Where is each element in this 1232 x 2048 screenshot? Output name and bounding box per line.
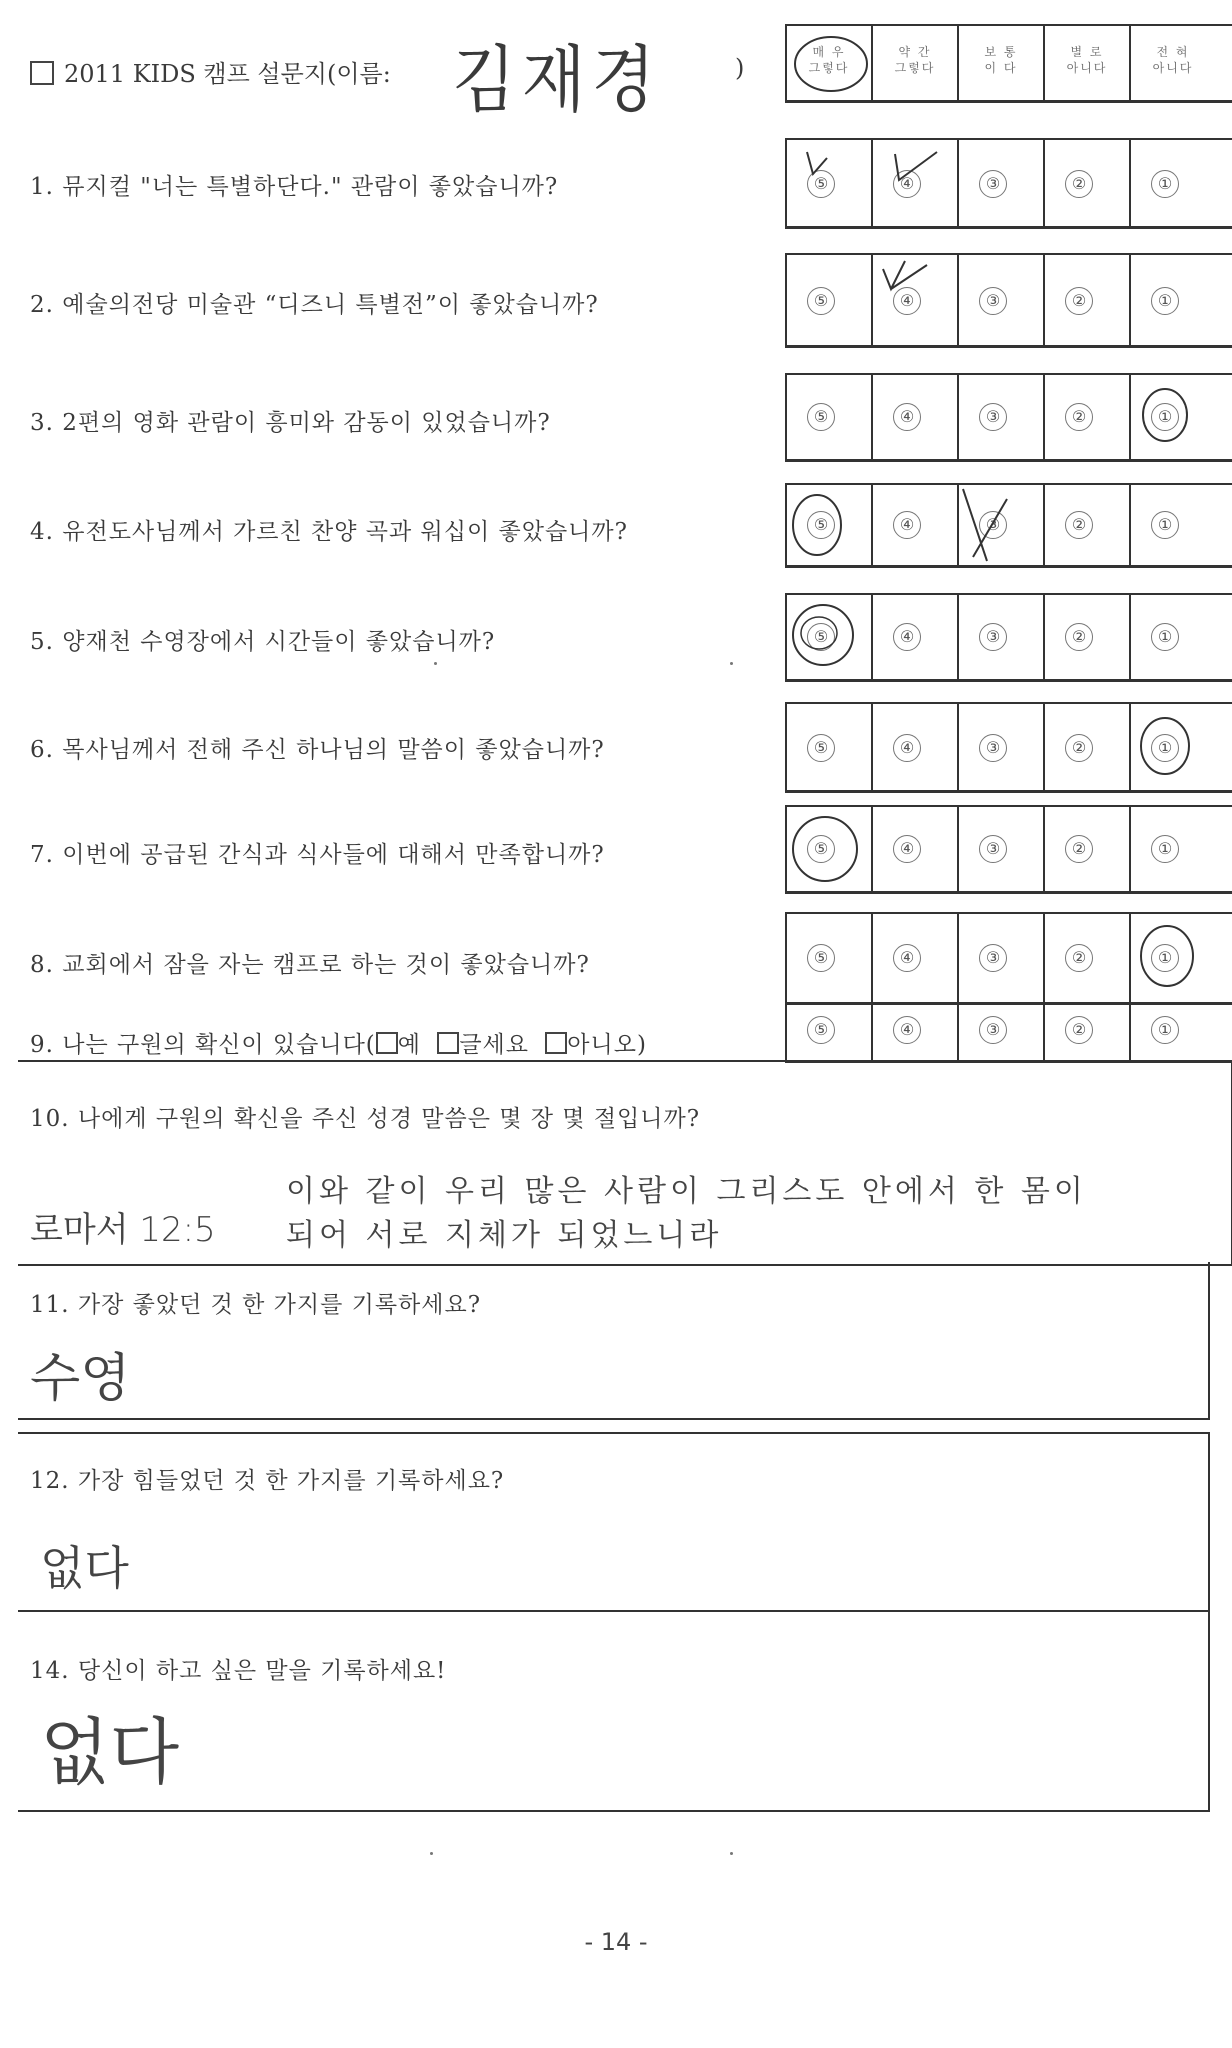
option-2[interactable]: ② (1065, 170, 1093, 198)
option-5[interactable]: ⑤ (807, 944, 835, 972)
answer-row-6 (785, 702, 1232, 793)
option-1[interactable]: ① (1151, 734, 1179, 762)
option-5[interactable]: ⑤ (807, 511, 835, 539)
question-2: 2. 예술의전당 미술관 “디즈니 특별전”이 좋았습니까? (30, 292, 599, 318)
title-close-paren: ) (735, 54, 745, 82)
option-4[interactable]: ④ (893, 835, 921, 863)
answer-14: 없다 (40, 1710, 180, 1794)
scale-label-neutral: 보 통 이 다 (984, 45, 1018, 75)
answer-10-line1: 이와 같이 우리 많은 사람이 그리스도 안에서 한 몸이 (286, 1174, 1087, 1209)
option-4[interactable]: ④ (893, 511, 921, 539)
option-1[interactable]: ① (1151, 944, 1179, 972)
option-3[interactable]: ③ (979, 403, 1007, 431)
option-5[interactable]: ⑤ (807, 403, 835, 431)
option-2[interactable]: ② (1065, 511, 1093, 539)
scale-label-very-agree: 매 우 그렇다 (808, 45, 850, 75)
option-yes-label: 예 (397, 1032, 421, 1058)
answer-row-7 (785, 805, 1232, 894)
option-2[interactable]: ② (1065, 287, 1093, 315)
option-3[interactable]: ③ (979, 623, 1007, 651)
answer-row-5 (785, 593, 1232, 682)
option-1[interactable]: ① (1151, 511, 1179, 539)
option-4[interactable]: ④ (893, 1016, 921, 1044)
survey-title (30, 54, 391, 89)
answer-11: 수영 (30, 1349, 131, 1409)
option-5[interactable]: ⑤ (807, 287, 835, 315)
option-no-label: 아니오 (567, 1032, 637, 1058)
respondent-name: 김재경 (452, 37, 662, 123)
option-2[interactable]: ② (1065, 1016, 1093, 1044)
option-5[interactable]: ⑤ (807, 170, 835, 198)
option-5[interactable]: ⑤ (807, 623, 835, 651)
option-3[interactable]: ③ (979, 835, 1007, 863)
option-4[interactable]: ④ (893, 944, 921, 972)
scan-dot (730, 662, 733, 665)
option-5[interactable]: ⑤ (807, 835, 835, 863)
question-9: 9. 나는 구원의 확신이 있습니다( 예 글세요 아니오) (30, 1032, 647, 1058)
question-5: 5. 양재천 수영장에서 시간들이 좋았습니까? (30, 629, 496, 655)
option-3[interactable]: ③ (979, 1016, 1007, 1044)
option-1[interactable]: ① (1151, 170, 1179, 198)
option-2[interactable]: ② (1065, 623, 1093, 651)
option-1[interactable]: ① (1151, 623, 1179, 651)
answer-row-3 (785, 373, 1232, 462)
answer-12: 없다 (40, 1541, 129, 1595)
answer-row-1 (785, 138, 1232, 229)
option-3[interactable]: ③ (979, 170, 1007, 198)
scale-label-somewhat-agree: 약 간 그렇다 (894, 45, 936, 75)
answer-row-8 (785, 912, 1232, 1005)
option-3[interactable]: ③ (979, 944, 1007, 972)
option-4[interactable]: ④ (893, 287, 921, 315)
option-3[interactable]: ③ (979, 734, 1007, 762)
question-12: 12. 가장 힘들었던 것 한 가지를 기록하세요? (30, 1468, 505, 1494)
question-1: 1. 뮤지컬 "너는 특별하단다." 관람이 좋았습니까? (30, 174, 559, 200)
scale-header (785, 24, 1232, 103)
question-7: 7. 이번에 공급된 간식과 식사들에 대해서 만족합니까? (30, 842, 605, 868)
answer-row-4 (785, 483, 1232, 568)
option-4[interactable]: ④ (893, 734, 921, 762)
question-3: 3. 2편의 영화 관람이 흥미와 감동이 있었습니까? (30, 410, 551, 436)
option-3[interactable]: ③ (979, 287, 1007, 315)
question-14: 14. 당신이 하고 싶은 말을 기록하세요! (30, 1658, 447, 1684)
checkbox-no[interactable] (545, 1032, 567, 1054)
option-4[interactable]: ④ (893, 170, 921, 198)
option-1[interactable]: ① (1151, 1016, 1179, 1044)
option-1[interactable]: ① (1151, 403, 1179, 431)
scale-label-disagree: 별 로 아니다 (1066, 45, 1108, 75)
answer-10-reference: 로마서 12:5 (30, 1210, 216, 1250)
option-2[interactable]: ② (1065, 944, 1093, 972)
option-5[interactable]: ⑤ (807, 734, 835, 762)
option-4[interactable]: ④ (893, 623, 921, 651)
question-11: 11. 가장 좋았던 것 한 가지를 기록하세요? (30, 1292, 482, 1318)
question-4: 4. 유전도사님께서 가르친 찬양 곡과 워십이 좋았습니까? (30, 519, 628, 545)
option-4[interactable]: ④ (893, 403, 921, 431)
scan-dot (434, 662, 437, 665)
question-14-section (18, 1608, 1210, 1812)
scale-label-strongly-disagree: 전 혀 아니다 (1152, 45, 1194, 75)
scan-dot (430, 1852, 433, 1855)
option-3[interactable]: ③ (979, 511, 1007, 539)
survey-title-text: 2011 KIDS 캠프 설문지(이름: (64, 60, 391, 88)
question-11-section (18, 1262, 1210, 1420)
option-2[interactable]: ② (1065, 734, 1093, 762)
checkbox-yes[interactable] (376, 1032, 398, 1054)
title-checkbox-icon (30, 61, 54, 85)
answer-row-2 (785, 253, 1232, 348)
question-10: 10. 나에게 구원의 확신을 주신 성경 말씀은 몇 장 몇 절입니까? (30, 1106, 701, 1132)
option-5[interactable]: ⑤ (807, 1016, 835, 1044)
scan-dot (730, 1852, 733, 1855)
question-10-section (18, 1060, 1232, 1266)
option-1[interactable]: ① (1151, 835, 1179, 863)
answer-10-line2: 되어 서로 지체가 되었느니라 (286, 1218, 723, 1253)
option-1[interactable]: ① (1151, 287, 1179, 315)
question-8: 8. 교회에서 잠을 자는 캠프로 하는 것이 좋았습니까? (30, 952, 590, 978)
option-2[interactable]: ② (1065, 403, 1093, 431)
option-maybe-label: 글세요 (459, 1032, 529, 1058)
checkbox-maybe[interactable] (437, 1032, 459, 1054)
answer-row-9 (785, 1000, 1232, 1063)
question-12-section (18, 1432, 1210, 1612)
option-2[interactable]: ② (1065, 835, 1093, 863)
question-6: 6. 목사님께서 전해 주신 하나님의 말씀이 좋았습니까? (30, 737, 605, 763)
page-number: - 14 - (584, 1928, 648, 1956)
